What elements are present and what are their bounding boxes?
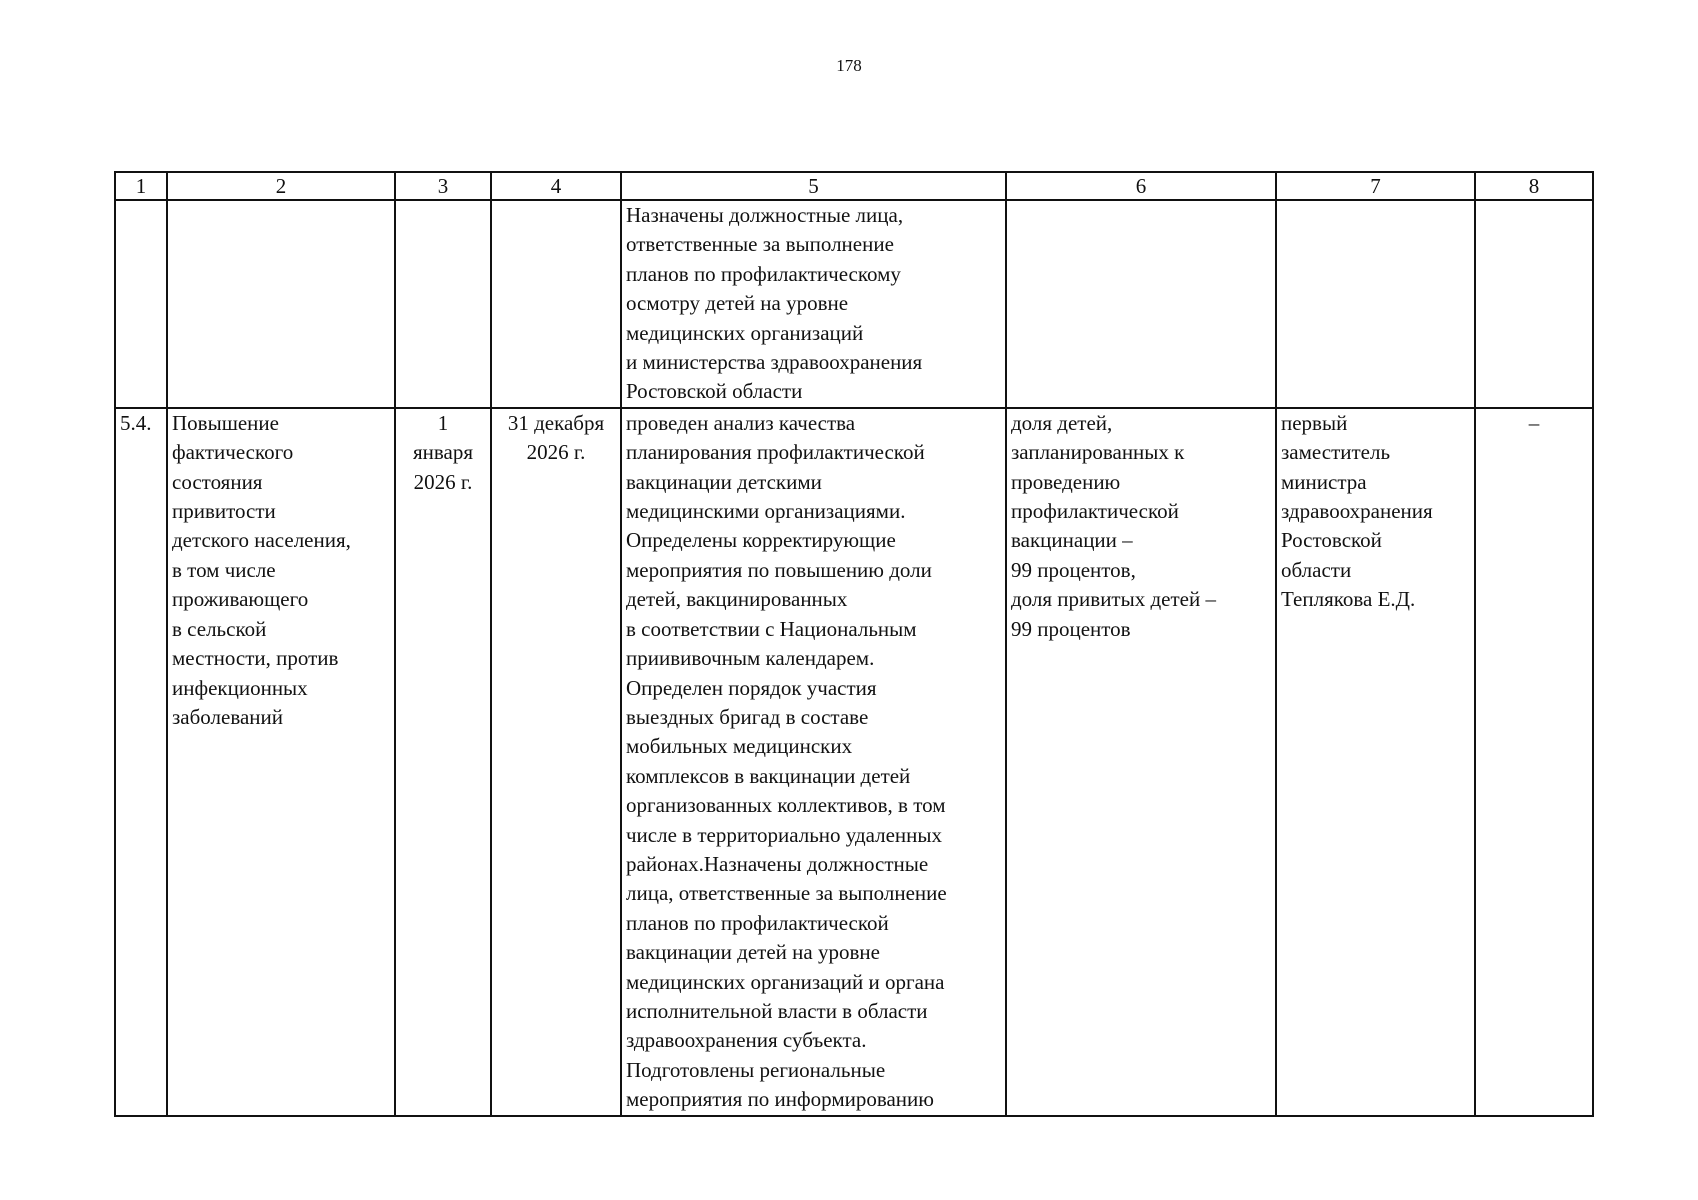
responsible-person: первый заместитель министра здравоохранения Ростовской области Теплякова Е.Д.: [1276, 408, 1475, 1116]
col-8-value: –: [1475, 408, 1593, 1116]
header-col-8: 8: [1475, 172, 1593, 200]
table-row-5-4: [115, 408, 1593, 1116]
cont-col-3: [395, 200, 491, 408]
end-date: 31 декабря 2026 г.: [491, 408, 621, 1116]
header-col-1: 1: [115, 172, 167, 200]
result-text: проведен анализ качества планирования профилактической вакцинации детскими медицинскими организациями. Определены корректирующие мероприятия по повышению доли детей, вакцинированных в соответствии с Национальным приививочным календарем. Определен порядок участия выездных бригад в составе мобильных медицинских комплексов в вакцинации детей организованных коллективов, в том числе в территориально удаленных районах.Назначены должностные лица, ответственные за выполнение планов по профилактической вакцинации детей на уровне медицинских организаций и органа исполнительной власти в области здравоохранения субъекта. Подготовлены региональные мероприятия по информированию: [621, 408, 1006, 1116]
cont-col-2: [167, 200, 395, 408]
cont-col-1: [115, 200, 167, 408]
header-col-4: 4: [491, 172, 621, 200]
header-col-5: 5: [621, 172, 1006, 200]
header-col-7: 7: [1276, 172, 1475, 200]
start-date: 1 января 2026 г.: [395, 408, 491, 1116]
header-col-6: 6: [1006, 172, 1276, 200]
header-row: [115, 172, 1593, 200]
cont-result-text: Назначены должностные лица, ответственные за выполнение планов по профилактическому осмотру детей на уровне медицинских организаций и министерства здравоохранения Ростовской области: [621, 200, 1006, 408]
cont-col-4: [491, 200, 621, 408]
cont-col-6: [1006, 200, 1276, 408]
header-col-2: 2: [167, 172, 395, 200]
cont-col-7: [1276, 200, 1475, 408]
indicator-text: доля детей, запланированных к проведению профилактической вакцинации – 99 процентов, доля привитых детей – 99 процентов: [1006, 408, 1276, 1116]
event-name: Повышение фактического состояния привитости детского населения, в том числе проживающего в сельской местности, против инфекционных заболеваний: [167, 408, 395, 1116]
continuation-row: [115, 200, 1593, 408]
page-number: 178: [836, 56, 862, 75]
plan-table: [114, 171, 1594, 1117]
header-col-3: 3: [395, 172, 491, 200]
cont-col-8: [1475, 200, 1593, 408]
row-number: 5.4.: [115, 408, 167, 1116]
